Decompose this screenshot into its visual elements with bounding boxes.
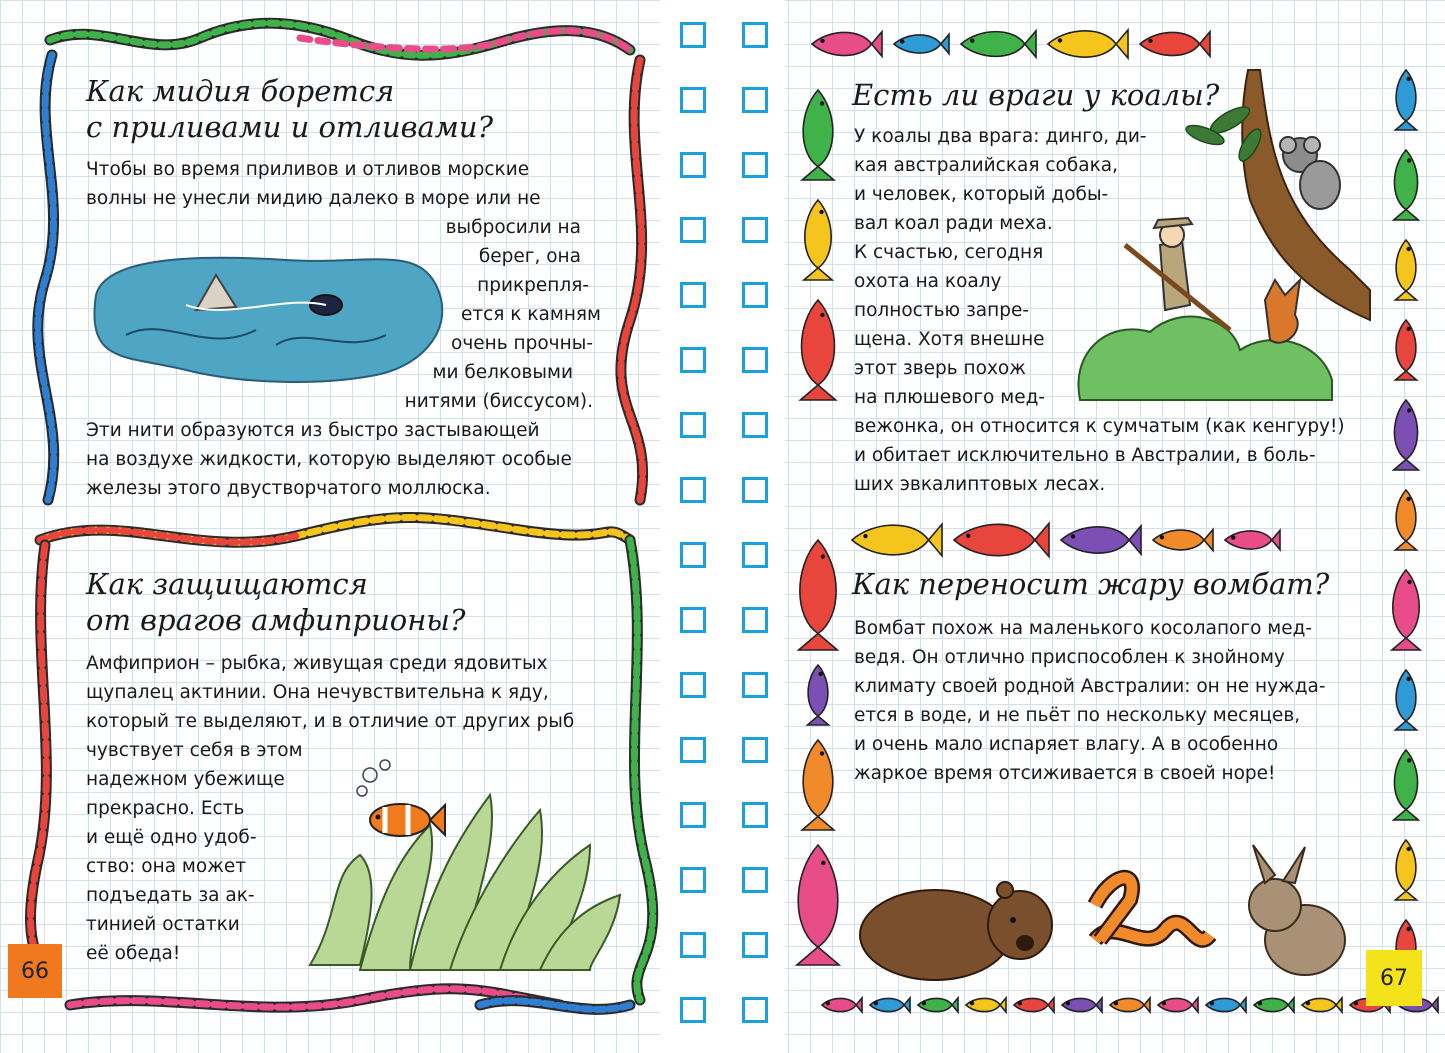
mussel-text-line: Чтобы во время приливов и отливов морские (86, 159, 530, 180)
fish-icon (852, 524, 942, 556)
fish-icon (1153, 529, 1213, 550)
fish-icon (1394, 750, 1419, 820)
page-number-left: 66 (8, 944, 62, 998)
wombat-text-line: Вомбат похож на маленького косолапого мед- (854, 618, 1313, 639)
koala-text-line: этот зверь похож (854, 358, 1026, 379)
fish-icon (961, 31, 1036, 57)
mussel-text-line: берег, она (478, 246, 581, 267)
fish-icon (918, 998, 958, 1012)
fish-icon (800, 300, 835, 400)
mussel-water-illustration (86, 235, 446, 385)
fish-icon (1140, 32, 1210, 57)
koala-text-line: и обитает исключительно в Австралии, в боль- (854, 445, 1316, 466)
mussel-title-line-2: с приливами и отливами? (86, 110, 494, 144)
fish-icon (1110, 998, 1150, 1012)
clownfish-text-line: чувствует себя в этом (86, 740, 303, 761)
clownfish-text-line: ство: она может (86, 856, 247, 877)
fish-icon (870, 998, 910, 1012)
koala-title: Есть ли враги у коалы? (852, 78, 1220, 112)
fish-icon (812, 32, 882, 57)
clownfish-text-line: её обеда! (86, 943, 181, 964)
fish-icon (1158, 998, 1198, 1012)
wombat-snake-hare-illustration (855, 845, 1375, 985)
wombat-text-line: климату своей родной Австралии: он не нужда- (854, 676, 1326, 697)
clownfish-title-line-1: Как защищаются (86, 567, 368, 601)
koala-text-line: вал коал ради меха. (854, 213, 1053, 234)
mussel-text-line: волны не унесли мидию далеко в море или не (86, 188, 541, 209)
fish-icon (1062, 998, 1102, 1012)
fish-icon (799, 540, 838, 650)
fish-icon (1395, 490, 1416, 550)
wombat-title: Как переносит жару вомбат? (852, 567, 1330, 601)
mussel-text-line: очень прочны- (451, 333, 593, 354)
mussel-text-line: ми белковыми (432, 362, 573, 383)
fish-icon (1392, 570, 1420, 650)
clownfish-text-line: надежном убежище (86, 769, 285, 790)
koala-text-line: вежонка, он относится к сумчатым (как кенгуру!) (854, 416, 1345, 437)
koala-hunter-illustration (1070, 70, 1370, 400)
koala-text-line: на плюшевого мед- (854, 387, 1046, 408)
mussel-text-line: нитями (биссусом). (404, 391, 593, 412)
wombat-text-line: и очень мало испаряет влагу. А в особенно (854, 734, 1279, 755)
fish-icon (802, 740, 834, 830)
anemone-clownfish-illustration (300, 755, 630, 985)
mussel-title-line-1: Как мидия борется (86, 74, 395, 108)
clownfish-text-line: Амфиприон – рыбка, живущая среди ядовитых (86, 653, 548, 674)
wombat-text-line: жаркое время отсиживается в своей норе! (854, 763, 1276, 784)
mussel-text-line: Эти нити образуются из быстро застывающей (86, 420, 540, 441)
mussel-text-line: выбросили на (445, 217, 581, 238)
clownfish-text-line: тинией остатки (86, 914, 240, 935)
koala-text-line: кая австралийская собака, (854, 155, 1118, 176)
fish-icon (894, 34, 949, 53)
clownfish-text-line: щупалец актинии. Она нечувствительна к яду, (86, 682, 549, 703)
fish-icon (1206, 998, 1246, 1012)
fish-icon (1394, 150, 1419, 220)
fish-icon (1395, 670, 1416, 730)
koala-text-line: У коалы два врага: динго, ди- (854, 126, 1147, 147)
koala-text-line: и человек, который добы- (854, 184, 1109, 205)
clownfish-text-line: и ещё одно удоб- (86, 827, 257, 848)
koala-text-line: полностью запре- (854, 300, 1030, 321)
wombat-text-line: ведя. Он отлично приспособлен к знойному (854, 647, 1285, 668)
koala-text-line: охота на коалу (854, 271, 1002, 292)
fish-icon (802, 90, 834, 180)
clownfish-title-line-2: от врагов амфиприоны? (86, 603, 466, 637)
fish-icon (1048, 30, 1128, 58)
fish-icon (1225, 530, 1280, 549)
fish-icon (1014, 998, 1054, 1012)
fish-icon (797, 845, 839, 965)
mussel-text-line: прикрепля- (477, 275, 589, 296)
clownfish-text-line: который те выделяют, и в отличие от других рыб (86, 711, 575, 732)
fish-icon (1394, 400, 1419, 470)
wombat-text-line: ется в воде, и не пьёт по нескольку месяцев, (854, 705, 1301, 726)
fish-icon (1302, 998, 1342, 1012)
koala-text-line: К счастью, сегодня (854, 242, 1044, 263)
koala-text-line: ших эвкалиптовых лесах. (854, 474, 1106, 495)
fish-icon (1395, 240, 1416, 300)
fish-icon (807, 665, 828, 725)
fish-icon (822, 998, 862, 1012)
clownfish-text-line: прекрасно. Есть (86, 798, 245, 819)
mussel-text-line: ется к камням (460, 304, 601, 325)
fish-icon (1395, 70, 1416, 130)
fish-icon (1395, 320, 1416, 380)
mussel-text-line: железы этого двустворчатого моллюска. (86, 478, 491, 499)
fish-icon (1395, 840, 1416, 900)
clownfish-text-line: подъедать за ак- (86, 885, 255, 906)
fish-icon (954, 523, 1049, 556)
mussel-text-line: на воздухе жидкости, которую выделяют особые (86, 449, 572, 470)
fish-icon (1061, 526, 1141, 554)
fish-icon (1254, 998, 1294, 1012)
koala-text-line: щена. Хотя внешне (854, 329, 1045, 350)
page-number-right: 67 (1366, 950, 1422, 1006)
fish-icon (804, 200, 832, 280)
fish-icon (966, 998, 1006, 1012)
